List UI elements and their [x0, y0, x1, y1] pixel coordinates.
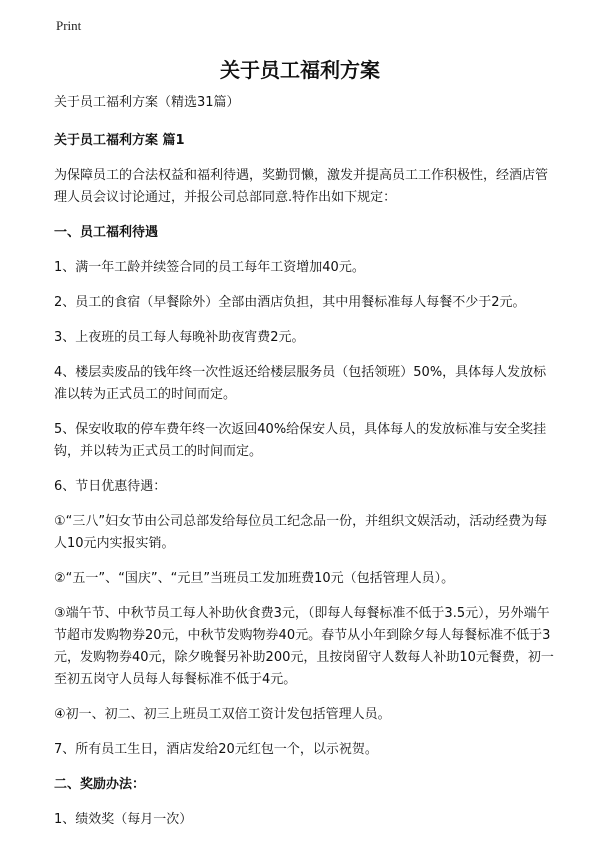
section-heading-benefits: 一、员工福利待遇 [54, 225, 159, 240]
article-heading: 关于员工福利方案 篇1 [54, 133, 185, 148]
document-subtitle: 关于员工福利方案（精选31篇） [54, 95, 240, 110]
list-item: ①“三八”妇女节由公司总部发给每位员工纪念品一份，并组织文娱活动，活动经费为每人10元内实报实销。 [54, 514, 548, 551]
list-item: 1、绩效奖（每月一次） [54, 812, 193, 827]
document-body [54, 92, 554, 844]
document-title: 关于员工福利方案 [220, 58, 380, 82]
list-item: ④初一、初二、初三上班员工双倍工资计发包括管理人员。 [54, 707, 391, 722]
section-heading-rewards: 二、奖励办法： [54, 777, 146, 792]
intro-paragraph: 为保障员工的合法权益和福利待遇，奖勤罚懒，激发并提高员工工作积极性，经酒店管理人员会议讨论通过，并报公司总部同意.特作出如下规定： [54, 168, 549, 205]
list-item: 3、上夜班的员工每人每晚补助夜宵费2元。 [54, 330, 305, 345]
list-item: ②“五一”、“国庆”、“元旦”当班员工发加班费10元（包括管理人员）。 [54, 571, 455, 586]
list-item: 2、员工的食宿（早餐除外）全部由酒店负担，其中用餐标准每人每餐不少于2元。 [54, 295, 526, 310]
print-link[interactable]: Print [56, 18, 82, 33]
list-item: 1、满一年工龄并续签合同的员工每年工资增加40元。 [54, 260, 365, 275]
list-item: ③端午节、中秋节员工每人补助伙食费3元，（即每人每餐标准不低于3.5元），另外端午节超市发购物券20元，中秋节发购物券40元。春节从小年到除夕每人每餐标准不低于3元，发购物券40元，除夕晚餐另补助200元，且按岗留守人数每人补助10元餐费，初一至初五岗守人员每人每餐标准不低于4元。 [54, 606, 554, 687]
list-item: 5、保安收取的停车费年终一次返回40%给保安人员，具体每人的发放标准与安全奖挂钩，并以转为正式员工的时间而定。 [54, 422, 547, 459]
list-item: 6、节日优惠待遇： [54, 479, 167, 494]
list-item: 4、楼层卖废品的钱年终一次性返还给楼层服务员（包括领班）50%，具体每人发放标准以转为正式员工的时间而定。 [54, 365, 547, 402]
list-item: 7、所有员工生日，酒店发给20元红包一个，以示祝贺。 [54, 742, 378, 757]
